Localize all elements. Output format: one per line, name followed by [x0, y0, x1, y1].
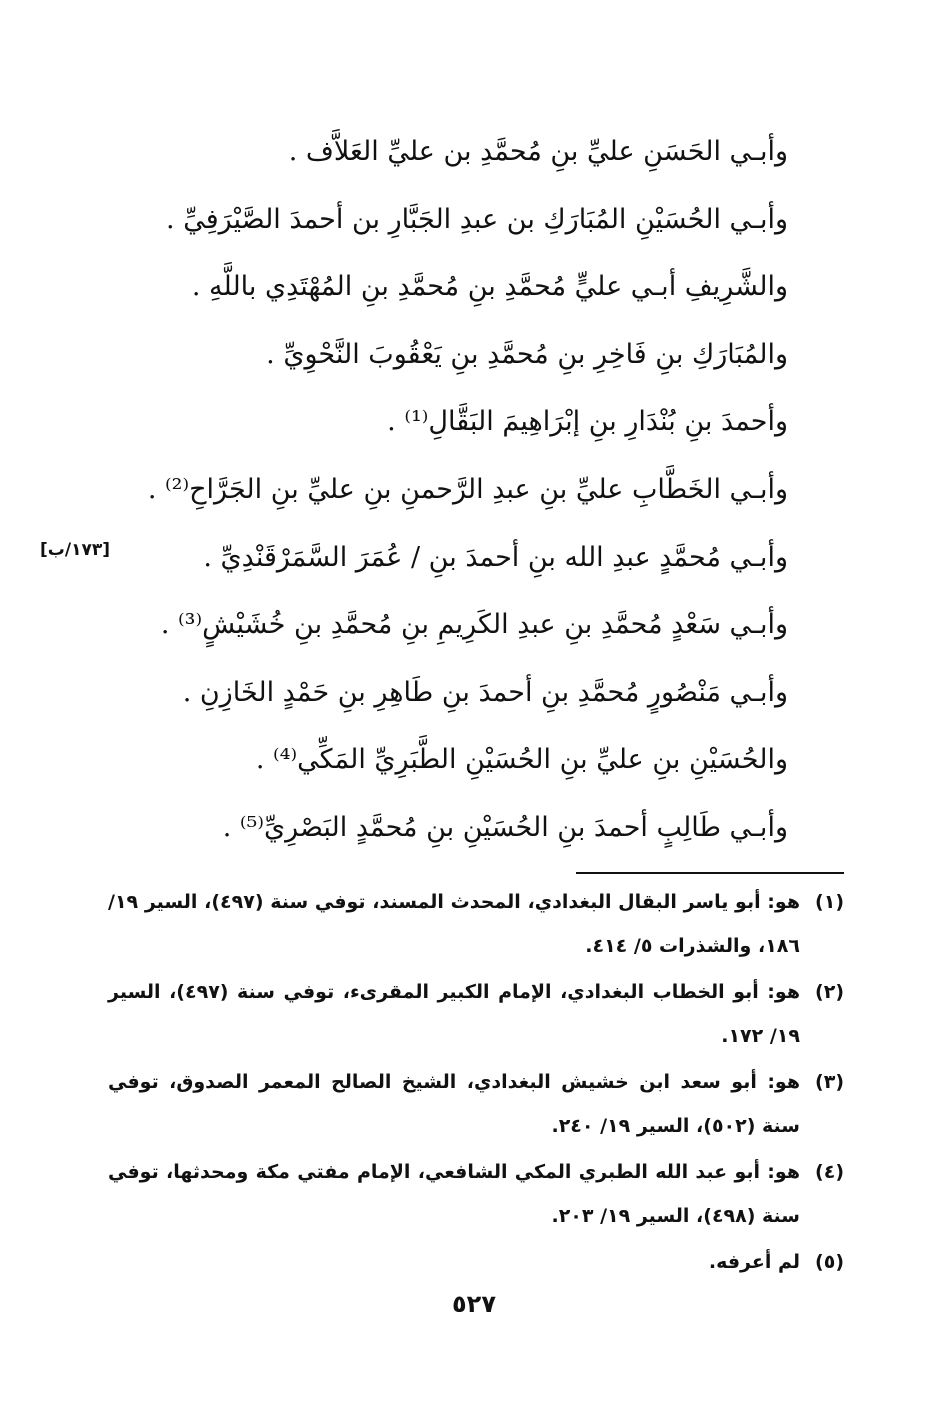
footnote-text: هو: أبو عبد الله الطبري المكي الشافعي، الإمام مفتي مكة ومحدثها، توفي سنة (٤٩٨)، السير ١٩/ ٢٠٣. [108, 1161, 800, 1227]
footnote-number: (٢) [815, 981, 844, 1003]
footnote [108, 1060, 844, 1148]
main-line: وأبـي سَعْدٍ مُحمَّدِ بنِ عبدِ الكَرِيمِ بنِ مُحمَّدِ بنِ خُشَيْشٍ⁽³⁾ . [160, 609, 788, 641]
page-number: ٥٢٧ [452, 1290, 496, 1318]
main-line: وأبـي مَنْصُورٍ مُحمَّدِ بنِ أحمدَ بنِ طَاهِرِ بنِ حَمْدٍ الخَازِنِ . [182, 676, 788, 708]
manuscript-folio-reference: [١٧٣/ب] [40, 540, 110, 560]
main-line: والحُسَيْنِ بنِ عليِّ بنِ الحُسَيْنِ الطَّبَرِيِّ المَكِّي⁽⁴⁾ . [255, 744, 788, 776]
footnote [108, 880, 844, 968]
footnote-number: (١) [815, 891, 844, 913]
main-line: وأبـي الخَطَّابِ عليِّ بنِ عبدِ الرَّحمنِ بنِ عليِّ بنِ الجَرَّاحِ⁽²⁾ . [147, 473, 788, 505]
footnotes-section [108, 880, 844, 1286]
footnote-number: (٤) [815, 1161, 844, 1183]
main-line: والمُبَارَكِ بنِ فَاخِرِ بنِ مُحمَّدِ بنِ يَعْقُوبَ النَّحْوِيِّ . [266, 338, 788, 370]
main-line: وأبـي مُحمَّدٍ عبدِ الله بنِ أحمدَ بنِ / عُمَرَ السَّمَرْقَنْدِيِّ . [203, 541, 788, 573]
footnote [108, 970, 844, 1058]
footnote-text: هو: أبو ياسر البقال البغدادي، المحدث المسند، توفي سنة (٤٩٧)، السير ١٩/ ١٨٦، والشذرات ٥/ ٤١٤. [108, 891, 800, 957]
main-text-block [88, 118, 788, 862]
footnote-text: هو: أبو سعد ابن خشيش البغدادي، الشيخ الصالح المعمر الصدوق، توفي سنة (٥٠٢)، السير ١٩/ ٢٤٠. [108, 1071, 800, 1137]
main-line: وأبـي الحُسَيْنِ المُبَارَكِ بن عبدِ الجَبَّارِ بن أحمدَ الصَّيْرَفِيِّ . [166, 203, 788, 235]
footnote [108, 1240, 844, 1284]
footnote-number: (٣) [815, 1071, 844, 1093]
footnote [108, 1150, 844, 1238]
footnote-divider [576, 872, 844, 874]
main-line: والشَّرِيفِ أبـي عليٍّ مُحمَّدِ بنِ مُحمَّدِ بنِ المُهْتَدِي باللَّهِ . [191, 271, 788, 303]
main-line: وأبـي الحَسَنِ عليِّ بنِ مُحمَّدِ بن عليِّ العَلاَّف . [288, 136, 788, 167]
footnote-text: لم أعرفه. [708, 1251, 800, 1273]
footnote-number: (٥) [815, 1251, 844, 1273]
main-line: وأبـي طَالِبٍ أحمدَ بنِ الحُسَيْنِ بنِ مُحمَّدٍ البَصْرِيِّ⁽⁵⁾ . [222, 811, 788, 843]
main-line: وأحمدَ بنِ بُنْدَارِ بنِ إبْرَاهِيمَ البَقَّالِ⁽¹⁾ . [387, 406, 788, 438]
footnote-text: هو: أبو الخطاب البغدادي، الإمام الكبير المقرىء، توفي سنة (٤٩٧)، السير ١٩/ ١٧٢. [108, 981, 800, 1047]
